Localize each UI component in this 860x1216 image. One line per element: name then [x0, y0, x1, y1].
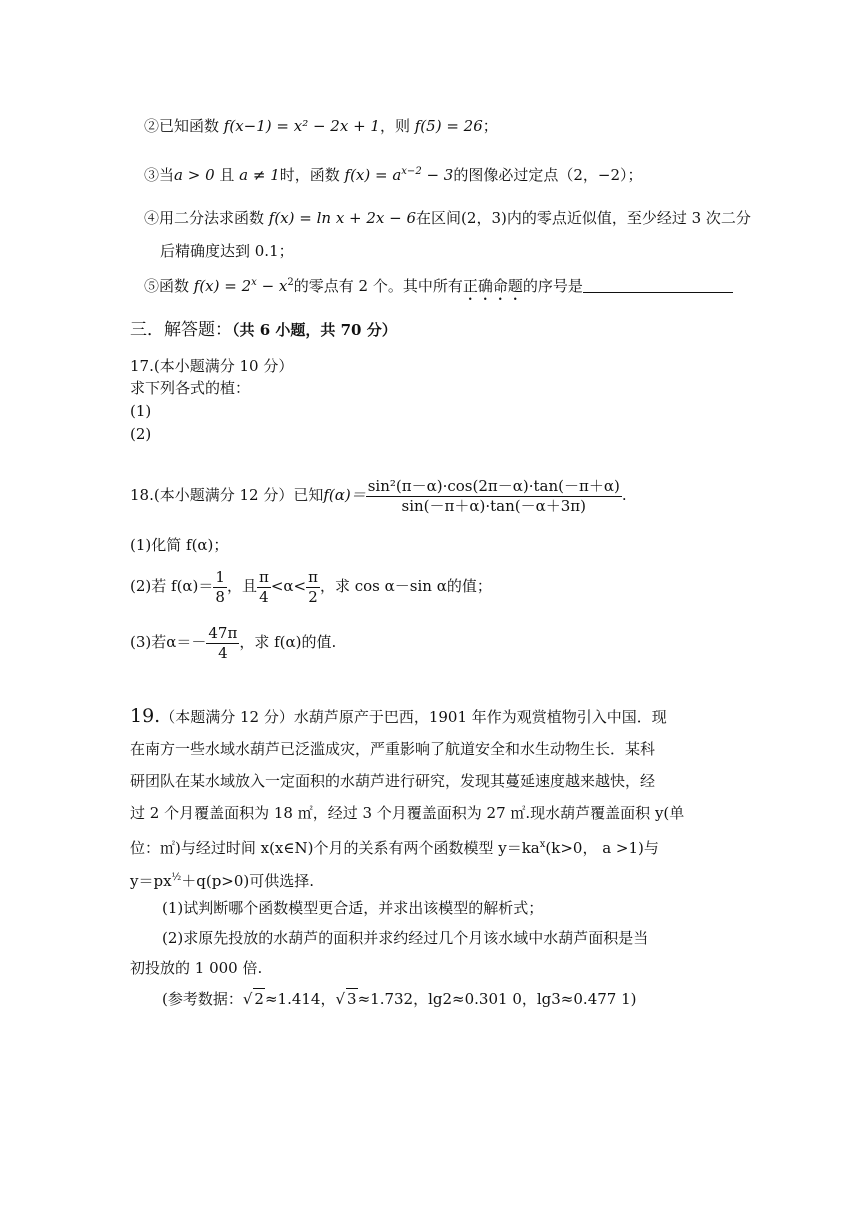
q19-part1: (1)试判断哪个函数模型更合适，并求出该模型的解析式；	[162, 899, 544, 917]
item-4-rest: 在区间(2，3)内的零点近似值，至少经过 3 次二分	[416, 209, 751, 227]
q19-line6-exp: ½	[171, 872, 182, 883]
q18-p2-g2-num: π	[308, 567, 318, 586]
q19-ref-c: ≈1.732，lg2≈0.301 0，lg3≈0.477 1)	[357, 990, 637, 1008]
q18-p2-c: ，求 cos α－sin α的值；	[319, 577, 492, 595]
item-5-end: 的序号是	[522, 277, 583, 295]
q18-p2-frac-pi-2	[306, 568, 320, 607]
q18-head: 18.(本小题满分 12 分）已知	[130, 486, 324, 504]
item-3-prefix: ③当	[144, 166, 175, 184]
q17-part1: (1)	[130, 402, 152, 420]
item-3	[144, 162, 643, 185]
item-2-end: ；	[482, 117, 498, 135]
item-3-function-tail: − 3	[421, 166, 454, 184]
q18-p3-fraction	[206, 624, 239, 663]
q18-p2-lt: <α<	[270, 577, 307, 595]
q18-p2-f-num: 1	[215, 567, 225, 586]
q19-ref-a: (参考数据：	[162, 990, 243, 1008]
q19-line5	[130, 835, 659, 858]
item-4-prefix: ④用二分法求函数	[144, 209, 269, 227]
item-2	[144, 116, 498, 136]
item-3-mid: 时，函数	[279, 166, 345, 184]
section-note: （共 6 小题，共 70 分）	[232, 321, 397, 339]
item-3-end: 的图像必过定点（2，−2）；	[453, 166, 643, 184]
item-3-cond1: a > 0	[174, 166, 215, 184]
q17-title: 17.(本小题满分 10 分）	[130, 357, 294, 375]
q18-part2	[130, 566, 492, 607]
item-5-exponent-1: x	[251, 277, 257, 288]
item-3-and: 且	[214, 166, 240, 184]
q19-ref-sqrt2: 2	[254, 990, 264, 1008]
item-3-function: f(x) = a	[344, 166, 402, 184]
q19-line5-exp: x	[539, 839, 546, 850]
item-4-line1	[144, 208, 751, 228]
q18-fraction	[366, 477, 622, 516]
q17-part2: (2)	[130, 425, 152, 443]
q18-p2-g1-num: π	[258, 567, 269, 586]
q18-p2-b: ，且	[226, 577, 257, 595]
q18-p3-a: (3)若α＝－	[130, 633, 207, 651]
q18-p2-g1-den: 4	[259, 587, 269, 606]
item-2-mid: ，则	[379, 117, 415, 135]
item-5	[144, 273, 733, 304]
q19-line1-text: （本题满分 12 分）水葫芦原产于巴西，1901 年作为观赏植物引入中国．现	[160, 708, 667, 726]
q18-p3-den: 4	[218, 643, 228, 662]
q19-part2-line1: (2)求原先投放的水葫芦的面积并求约经过几个月该水域中水葫芦面积是当	[162, 929, 649, 947]
item-5-function-mid: − x	[256, 277, 288, 295]
q18-statement	[130, 475, 627, 516]
q18-p3-num: 47π	[208, 623, 238, 642]
item-5-prefix: ⑤函数	[144, 277, 194, 295]
answer-blank[interactable]	[583, 276, 733, 293]
q19-ref-b: ≈1.414，	[264, 990, 336, 1008]
q19-line4: 过 2 个月覆盖面积为 18 ㎡，经过 3 个月覆盖面积为 27 ㎡.现水葫芦覆盖面积 y(单	[130, 804, 685, 822]
q18-numerator: sin²(π－α)·cos(2π－α)·tan(－π＋α)	[367, 476, 620, 495]
item-2-result: f(5) = 26	[414, 117, 483, 135]
q19-line6	[130, 868, 314, 891]
item-5-mid: 的零点有 2 个。其中所有	[293, 277, 463, 295]
q18-p2-f-den: 8	[215, 587, 225, 606]
q18-p2-g2-den: 2	[308, 587, 318, 606]
q19-part2-line2: 初投放的 1 000 倍.	[130, 959, 263, 977]
item-3-cond2: a ≠ 1	[239, 166, 280, 184]
item-5-function: f(x) = 2	[193, 277, 252, 295]
item-2-prefix: ②已知函数	[144, 117, 220, 135]
q19-line2: 在南方一些水域水葫芦已泛滥成灾，严重影响了航道安全和水生动物生长．某科	[130, 740, 656, 758]
q19-line6-b: ＋q(p>0)可供选择.	[181, 872, 315, 890]
q19-line6-a: y＝px	[130, 872, 172, 890]
q19-line1	[130, 706, 667, 727]
q19-number: 19.	[130, 705, 161, 727]
q18-part1: (1)化简 f(α)；	[130, 536, 229, 554]
q18-f-alpha: f(α)＝	[323, 486, 366, 504]
q19-ref-sqrt3: 3	[347, 990, 357, 1008]
q18-p2-frac-pi-4	[257, 568, 271, 607]
item-5-emphasis: 正确命题	[462, 277, 523, 295]
q19-line5-tail: (k>0， a >1)与	[545, 839, 659, 857]
q18-p2-frac-1-8	[213, 568, 227, 607]
q18-part3	[130, 622, 336, 663]
section-heading	[130, 320, 397, 340]
q19-line3: 研团队在某水域放入一定面积的水葫芦进行研究，发现其蔓延速度越来越快，经	[130, 772, 656, 790]
q17-ask: 求下列各式的植：	[130, 379, 251, 397]
q19-reference: (参考数据：√ 2≈1.414，√ 3≈1.732，lg2≈0.301 0，lg3≈0.477 1)	[162, 990, 637, 1008]
q18-denominator: sin(－π＋α)·tan(－α＋3π)	[401, 496, 587, 515]
item-4-line2: 后精确度达到 0.1；	[160, 242, 294, 260]
item-4-function: f(x) = ln x + 2x − 6	[268, 209, 417, 227]
q19-line5-text: 位：㎡)与经过时间 x(x∈N)个月的关系有两个函数模型 y＝ka	[130, 839, 540, 857]
section-title: 三．解答题：	[130, 320, 232, 340]
q18-p2-a: (2)若 f(α)＝	[130, 577, 214, 595]
item-5-exponent-2: 2	[287, 277, 294, 288]
q18-tail: .	[621, 486, 627, 504]
item-3-exponent: x−2	[401, 166, 422, 177]
item-2-function: f(x−1) = x² − 2x + 1	[223, 117, 380, 135]
q18-p3-b: ，求 f(α)的值.	[239, 633, 337, 651]
